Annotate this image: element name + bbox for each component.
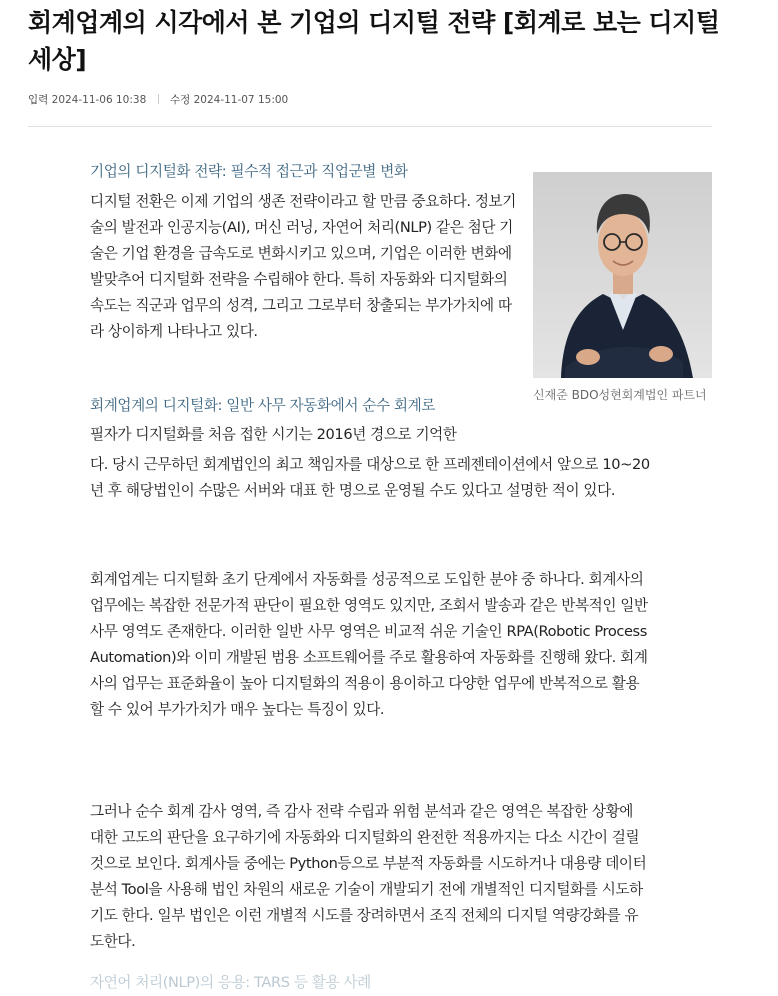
article-meta bbox=[28, 92, 288, 108]
published-label: 입력 bbox=[28, 94, 49, 106]
portrait-illustration bbox=[533, 172, 712, 378]
subheading-digital-strategy: 기업의 디지털화 전략: 필수적 접근과 직업군별 변화 bbox=[90, 163, 408, 180]
paragraph-2: 다. 당시 근무하던 회계법인의 최고 책임자를 대상으로 한 프레젠테이션에서 앞으로 10~20년 후 해당법인이 수많은 서버와 대표 한 명으로 운영될 수도 있다고 설명한 적이 있다. bbox=[90, 456, 650, 499]
author-photo bbox=[533, 172, 712, 378]
paragraph-2-first-line: 필자가 디지털화를 처음 접한 시기는 2016년 경으로 기억한 bbox=[90, 426, 457, 443]
article-title: 회계업계의 시각에서 본 기업의 디지털 전략 [회계로 보는 디지털 세상] bbox=[28, 8, 720, 74]
modified-label: 수정 bbox=[169, 94, 191, 106]
paragraph-3: 회계업계는 디지털화 초기 단계에서 자동화를 성공적으로 도입한 분야 중 하나다. 회계사의 업무에는 복잡한 전문가적 판단이 필요한 영역도 있지만, 조회서 발송과 같은 반복적인 일반 사무 영역도 존재한다. 이러한 일반 사무 영역은 비교적 쉬운 기술인 RPA(Robotic Process Automation)와 이미 개발된 범용 소프트웨어를 주로 활용하여 자동화를 진행해 왔다. 회계사의 업무는 표준화율이 높아 디지털화의 적용이 용이하고 다양한 업무에 반복적으로 활용할 수 있어 부가가치가 매우 높다는 특징이 있다. bbox=[90, 571, 648, 718]
header-divider bbox=[28, 126, 712, 127]
paragraph-1: 디지털 전환은 이제 기업의 생존 전략이라고 할 만큼 중요하다. 정보기술의 발전과 인공지능(AI), 머신 러닝, 자연어 처리(NLP) 같은 첨단 기술은 기업 환경을 급속도로 변화시키고 있으며, 기업은 이러한 변화에 발맞추어 디지털화 전략을 수립해야 한다. 특히 자동화와 디지털화의 속도는 직군과 업무의 성격, 그리고 그로부터 창출되는 부가가치에 따라 상이하게 나타나고 있다. bbox=[90, 193, 516, 340]
subheading-next-partial: 자연어 처리(NLP)의 응용: TARS 등 활용 사례 bbox=[90, 974, 371, 991]
published-date: 2024-11-06 10:38 bbox=[51, 94, 147, 106]
meta-divider bbox=[158, 94, 159, 104]
modified-date: 2024-11-07 15:00 bbox=[193, 94, 289, 106]
photo-caption: 신재준 BDO성현회계법인 파트너 bbox=[533, 388, 707, 402]
subheading-accounting-digitalization: 회계업계의 디지털화: 일반 사무 자동화에서 순수 회계로 bbox=[90, 397, 435, 414]
paragraph-4: 그러나 순수 회계 감사 영역, 즉 감사 전략 수립과 위험 분석과 같은 영역은 복잡한 상황에 대한 고도의 판단을 요구하기에 자동화와 디지털화의 완전한 적용까지는 다소 시간이 걸릴 것으로 보인다. 회계사들 중에는 Python등으로 부분적 자동화를 시도하거나 대용량 데이터 분석 Tool을 사용해 법인 차원의 새로운 기술이 개발되기 전에 개별적인 디지털화를 시도하기도 한다. 일부 법인은 이런 개별적 시도를 장려하면서 조직 전체의 디지털 역량강화를 유도한다. bbox=[90, 803, 647, 950]
